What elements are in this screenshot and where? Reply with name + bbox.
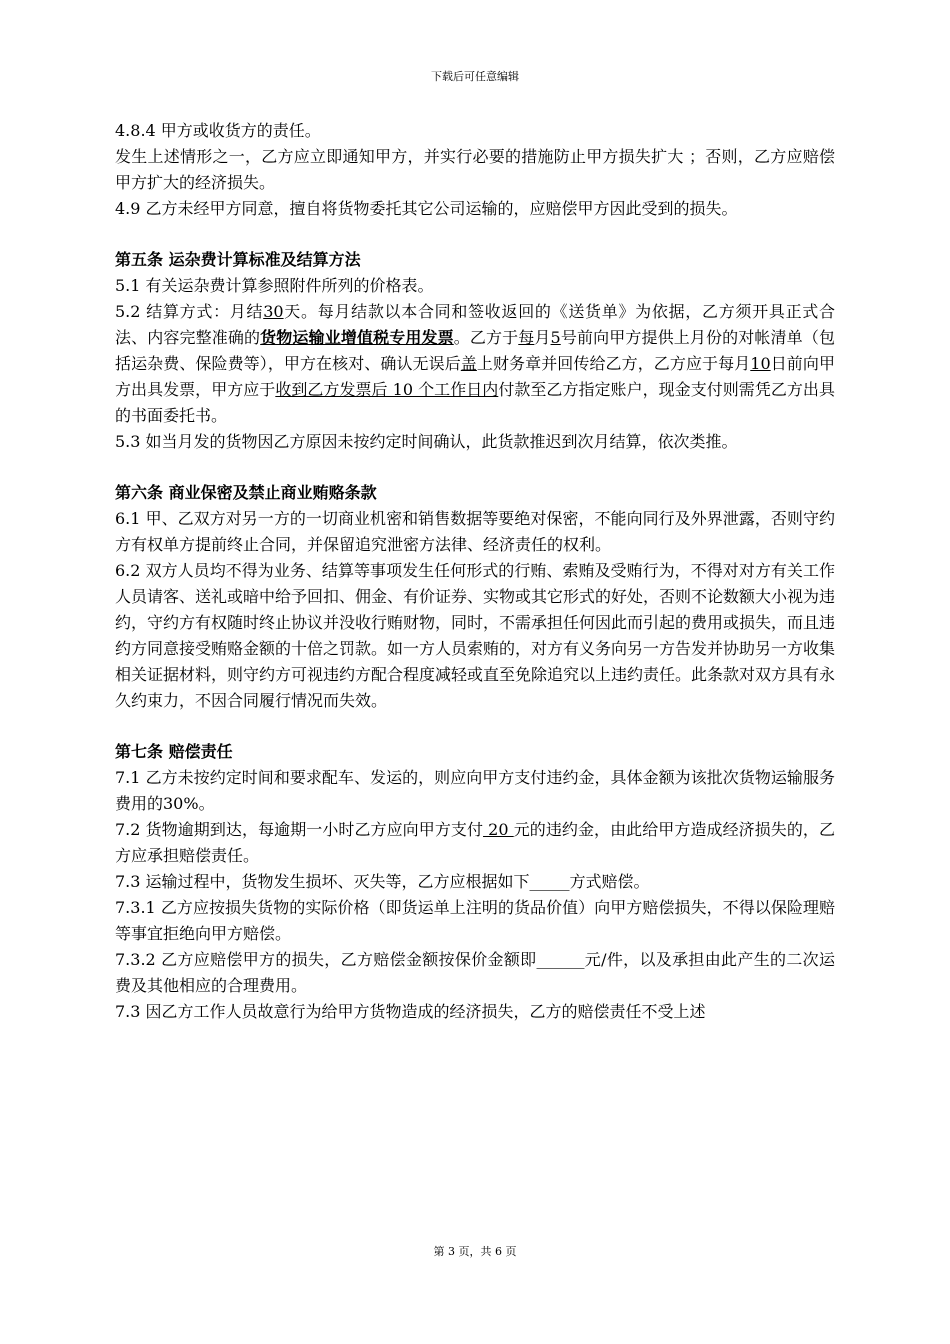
text-run: 月: [534, 328, 551, 347]
page-header: 下载后可任意编辑: [431, 70, 519, 83]
clause-6-2: 6.2 双方人员均不得为业务、结算等事项发生任何形式的行贿、索贿及受贿行为，不得对对方有关工作人员请客、送礼或暗中给予回扣、佣金、有价证券、实物或其它形式的好处，否则不论数额大小视为违约，守约方有权随时终止协议并没收行贿财物，同时，不需承担任何因此而引起的费用或损失，而且违约方同意接受贿赂金额的十倍之罚款。如一方人员索贿的，对方有义务向另一方告发并协助另一方收集相关证据材料，则守约方可视违约方配合程度减轻或直至免除追究以上违约责任。此条款对双方具有永久约束力，不因合同履行情况而失效。: [115, 561, 836, 710]
text-run: 天。每月结款以本合同和签收返回的《送货单》为依据，乙方须开具正式合法、内容完整准确的: [115, 302, 835, 347]
invoice-type: 货物运输业增值税专用发票: [260, 328, 454, 347]
text-run: 。乙方于: [453, 328, 519, 347]
settlement-days: 30: [263, 302, 284, 321]
clause-7-3-b: 7.3 因乙方工作人员故意行为给甲方货物造成的经济损失，乙方的赔偿责任不受上述: [115, 1002, 706, 1021]
document-body: [115, 118, 835, 1025]
text-run: 付款至乙方指定账户，现金支付则需凭乙方出具的书面委托书。: [115, 380, 835, 425]
text-run: 元的违约金，由此给甲方造成经济损失的，乙方应承担赔偿责任。: [115, 820, 835, 865]
invoice-day: 10: [750, 354, 771, 373]
clause-notice: 发生上述情形之一，乙方应立即通知甲方，并实行必要的措施防止甲方损失扩大 ；否则，乙方应赔偿甲方扩大的经济损失。: [115, 147, 835, 192]
clause-6-1: 6.1 甲、乙双方对另一方的一切商业机密和销售数据等要绝对保密，不能向同行及外界泄露，否则守约方有权单方提前终止合同，并保留追究泄密方法律、经济责任的权利。: [115, 509, 835, 554]
text-run: 号前向甲方提供上月份的对帐清单（包括运杂费、保险费等），甲方在核对、确认无误后: [115, 328, 835, 373]
text-run: 7.3.2 乙方应赔偿甲方的损失，乙方赔偿金额按保价金额即: [115, 950, 537, 969]
blank-field: ______: [536, 950, 585, 969]
penalty-amount: 20: [483, 820, 514, 839]
blank-field: _____: [529, 872, 570, 891]
every-underlined: 每: [518, 328, 535, 347]
text-run: 方式赔偿。: [569, 872, 650, 891]
clause-7-3-2: [115, 947, 835, 999]
clause-7-3-1: 7.3.1 乙方应按损失货物的实际价格（即货运单上注明的货品价值）向甲方赔偿损失，不得以保险理赔等事宜拒绝向甲方赔偿。: [115, 898, 835, 943]
stamp-underlined: 盖: [460, 354, 477, 373]
text-run: 日前向甲方出具发票，甲方应于: [115, 354, 835, 399]
clause-7-2: [115, 817, 835, 869]
clause-5-3: 5.3 如当月发的货物因乙方原因未按约定时间确认，此货款推迟到次月结算，依次类推。: [115, 432, 738, 451]
clause-4-9: 4.9 乙方未经甲方同意，擅自将货物委托其它公司运输的，应赔偿甲方因此受到的损失。: [115, 199, 738, 218]
text-run: 上财务章并回传给乙方，乙方应于每月: [476, 354, 751, 373]
clause-5-2: [115, 299, 835, 429]
section-6-heading: 第六条 商业保密及禁止商业贿赂条款: [115, 483, 377, 502]
statement-day: 5: [550, 328, 561, 347]
payment-window: 收到乙方发票后 10 个工作日内: [275, 380, 499, 399]
section-7-heading: 第七条 赔偿责任: [115, 742, 233, 761]
clause-7-3: [115, 869, 835, 895]
clause-7-1: 7.1 乙方未按约定时间和要求配车、发运的，则应向甲方支付违约金，具体金额为该批次货物运输服务费用的30%。: [115, 768, 835, 813]
text-run: 5.2 结算方式：月结: [115, 302, 264, 321]
section-5-heading: 第五条 运杂费计算标准及结算方法: [115, 250, 361, 269]
page-footer: 第 3 页，共 6 页: [433, 1245, 517, 1258]
clause-5-1: 5.1 有关运杂费计算参照附件所列的价格表。: [115, 276, 434, 295]
text-run: 元/件，以及承担由此产生的二次运费及其他相应的合理费用。: [115, 950, 835, 995]
text-run: 7.2 货物逾期到达，每逾期一小时乙方应向甲方支付: [115, 820, 484, 839]
text-run: 7.3 运输过程中，货物发生损坏、灭失等，乙方应根据如下: [115, 872, 530, 891]
clause-4-8-4: 4.8.4 甲方或收货方的责任。: [115, 121, 321, 140]
